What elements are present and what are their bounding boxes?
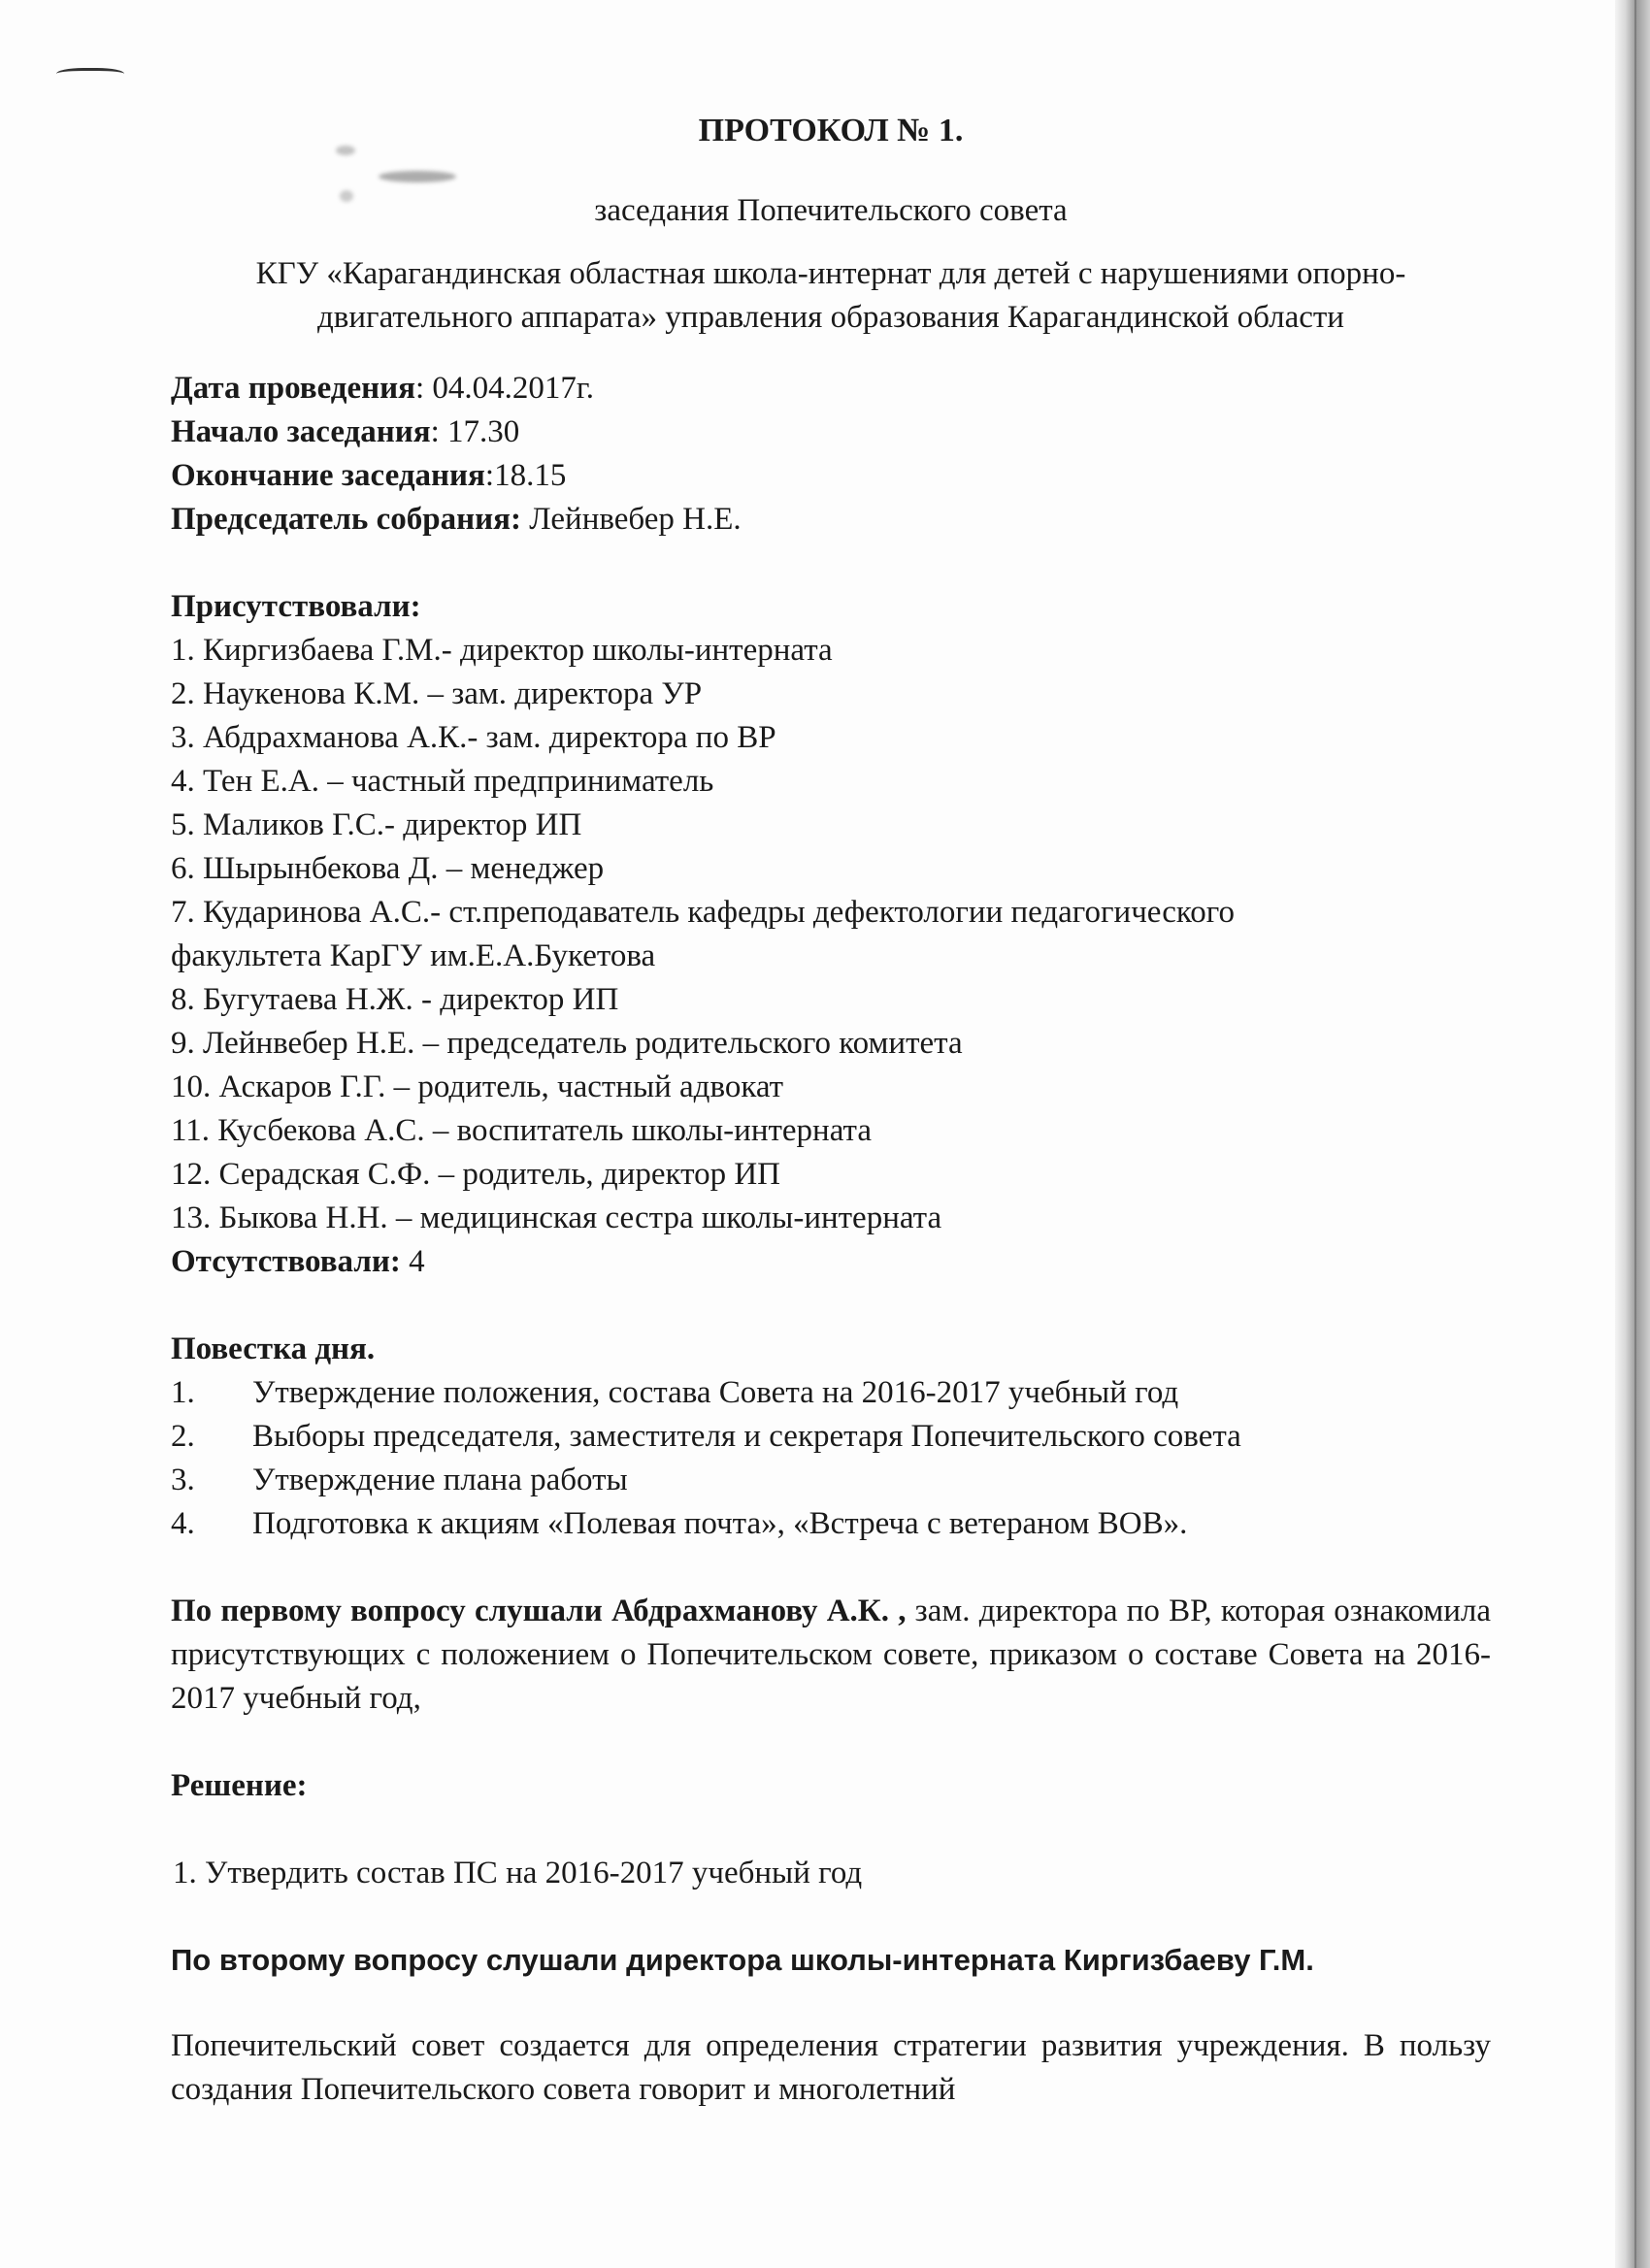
decision-item: 1. Утвердить состав ПС на 2016-2017 учебный год xyxy=(173,1856,863,1890)
meeting-date: Дата проведения: 04.04.2017г. xyxy=(171,371,594,406)
list-item: 3. Абдрахманова А.К.- зам. директора по ВР xyxy=(171,720,776,755)
list-item: 2. Наукенова К.М. – зам. директора УР xyxy=(171,676,703,711)
agenda-item: 4. Подготовка к акциям «Полевая почта», «Встреча с ветераном ВОВ». xyxy=(171,1506,1188,1541)
second-question-heading: По второму вопросу слушали директора школы-интерната Киргизбаеву Г.М. xyxy=(171,1943,1314,1977)
agenda-item: 1. Утверждение положения, состава Совета на 2016-2017 учебный год xyxy=(171,1375,1179,1410)
first-question-paragraph: По первому вопросу слушали Абдрахманову А.К. , зам. директора по ВР, которая ознакомила присутствующих с положением о Попечительском совете, приказом о составе Совета на 2016-2017 учебный год, xyxy=(171,1594,1491,1716)
list-item: факультета КарГУ им.Е.А.Букетова xyxy=(171,938,656,973)
organization-name: КГУ «Карагандинская областная школа-интернат для детей с нарушениями опорно-двигательного аппарата» управления образования Карагандинской области xyxy=(255,256,1406,335)
meeting-start: Начало заседания: 17.30 xyxy=(171,414,520,449)
agenda-item: 2. Выборы председателя, заместителя и секретаря Попечительского совета xyxy=(171,1419,1241,1454)
second-question-paragraph: Попечительский совет создается для определения стратегии развития учреждения. В пользу создания Попечительского совета говорит и многолетний xyxy=(171,2028,1491,2107)
document-title: ПРОТОКОЛ № 1. xyxy=(698,113,964,148)
scan-edge xyxy=(1615,0,1650,2268)
absent-count: Отсутствовали: 4 xyxy=(171,1244,425,1279)
list-item: 6. Шырынбекова Д. – менеджер xyxy=(171,851,605,886)
list-item: 4. Тен Е.А. – частный предприниматель xyxy=(171,764,714,799)
agenda-list xyxy=(171,1371,1491,1546)
list-item: 7. Кударинова А.С.- ст.преподаватель кафедры дефектологии педагогического xyxy=(171,895,1235,930)
list-item: 11. Кусбекова А.С. – воспитатель школы-интерната xyxy=(171,1113,872,1148)
list-item: 5. Маликов Г.С.- директор ИП xyxy=(171,807,582,842)
agenda-item: 3. Утверждение плана работы xyxy=(171,1463,628,1497)
decision-label: Решение: xyxy=(171,1768,308,1803)
scan-edge-line xyxy=(1634,0,1636,2268)
list-item: 1. Киргизбаева Г.М.- директор школы-интерната xyxy=(171,633,833,668)
agenda-label: Повестка дня. xyxy=(171,1331,376,1366)
list-item: 10. Аскаров Г.Г. – родитель, частный адвокат xyxy=(171,1069,784,1104)
list-item: 13. Быкова Н.Н. – медицинская сестра школы-интерната xyxy=(171,1200,942,1235)
list-item: 9. Лейнвебер Н.Е. – председатель родительского комитета xyxy=(171,1026,963,1061)
document-subtitle: заседания Попечительского совета xyxy=(594,193,1068,228)
list-item: 8. Бугутаева Н.Ж. - директор ИП xyxy=(171,982,619,1017)
list-item: 12. Серадская С.Ф. – родитель, директор ИП xyxy=(171,1157,781,1192)
present-list xyxy=(171,629,1491,1240)
pen-mark xyxy=(56,68,124,82)
present-label: Присутствовали: xyxy=(171,589,421,624)
document-body xyxy=(171,109,1491,2112)
meeting-chair: Председатель собрания: Лейнвебер Н.Е. xyxy=(171,502,742,537)
meeting-end: Окончание заседания:18.15 xyxy=(171,458,567,493)
